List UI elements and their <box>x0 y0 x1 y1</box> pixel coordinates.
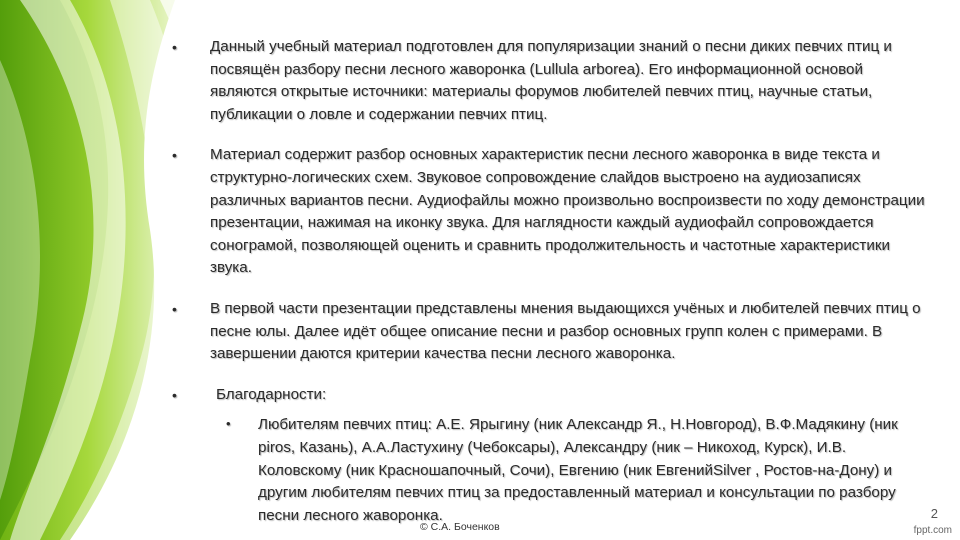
bullet-icon: • <box>172 300 177 317</box>
acknowledgements-heading <box>172 384 932 407</box>
sub-bullet-icon: • <box>226 416 231 432</box>
bullet-icon: • <box>172 39 177 55</box>
brand-watermark: fppt.com <box>913 525 952 536</box>
bullet-text: Материал содержит разбор основных характеристик песни лесного жаворонка в виде текста и структурно-логических схем. Звуковое сопровождение слайдов выстроено на аудиозаписях различных вариантов песни. Аудиофайлы можно произвольно воспроизвести по ходу демонстрации презентации, нажимая на иконку звука. Для наглядности каждый аудиофайл сопровождается сонограмой, позволяющей оценить и сравнить продолжительность и частотные характеристики звука. <box>210 146 925 277</box>
bullet-item <box>172 298 932 366</box>
bullet-list <box>172 36 932 527</box>
copyright-footer: © С.А. Боченков <box>420 521 500 533</box>
acknowledgements-title: Благодарности: <box>216 385 327 403</box>
bullet-item <box>172 36 932 126</box>
acknowledgements-item <box>172 414 932 527</box>
bullet-text: В первой части презентации представлены мнения выдающихся учёных и любителей певчих птиц о песне юлы. Далее идёт общее описание песни и разбор основных групп колен с примерами. В завершении даются критерии качества песни лесного жаворонка. <box>210 299 921 363</box>
acknowledgements-text: Любителям певчих птиц: А.Е. Ярыгину (ник Александр Я., Н.Новгород), В.Ф.Мадякину (ник piros, Казань), А.А.Ластухину (Чебоксары), Александру (ник – Никоход, Курск), И.В. Коловскому (ник Красношапочный, Сочи), Евгению (ник ЕвгенийSilver , Ростов-на-Дону) и другим любителям певчих птиц за предоставленный материал и консультации по разбору песни лесного жаворонка. <box>258 416 898 524</box>
bullet-item <box>172 144 932 280</box>
page-number: 2 <box>930 506 938 521</box>
bullet-icon: • <box>172 147 177 164</box>
bullet-text: Данный учебный материал подготовлен для популяризации знаний о песни диких певчих птиц и посвящён разбору песни лесного жаворонка (Lullula arborea). Его информационной основой являются открытые источники: материалы форумов любителей певчих птиц, научные статьи, публикации о ловле и содержании певчих птиц. <box>210 38 892 123</box>
bullet-icon: • <box>172 386 177 403</box>
